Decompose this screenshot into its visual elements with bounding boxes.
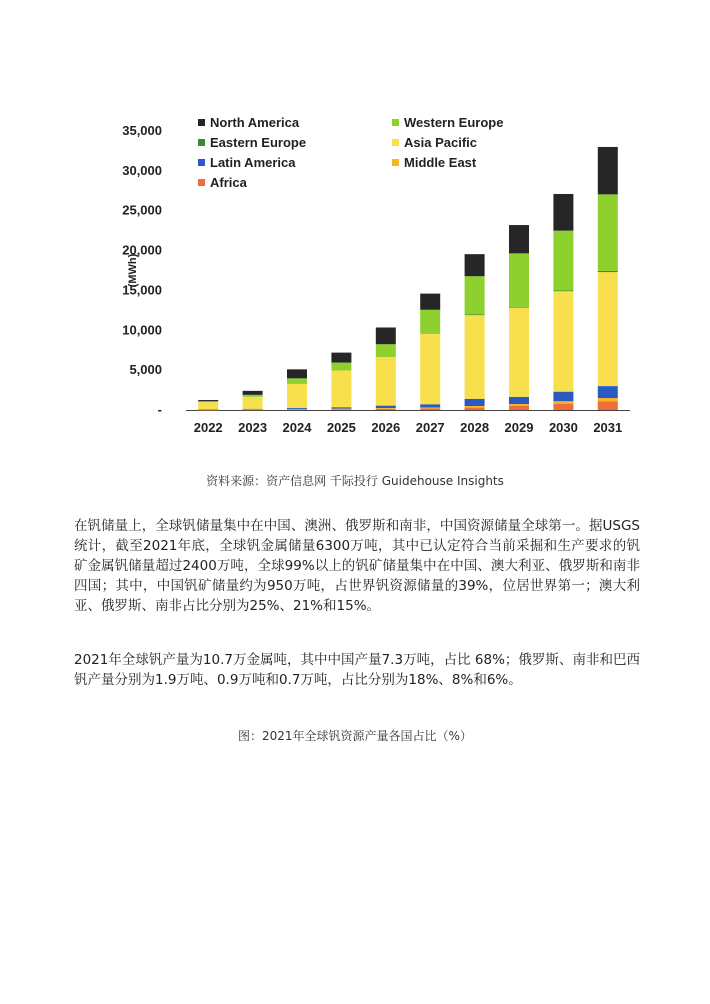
bar-segment	[376, 409, 396, 410]
bar-segment	[376, 344, 396, 357]
y-tick-label: 20,000	[122, 242, 162, 258]
bar-segment	[243, 395, 263, 397]
bar-segment	[420, 294, 440, 310]
legend-swatch	[198, 139, 205, 146]
x-axis-ticks	[194, 420, 623, 435]
bar-segment	[420, 333, 440, 404]
bar-segment	[287, 384, 307, 408]
x-tick-label: 2027	[415, 420, 445, 435]
legend-entry: Latin America	[210, 155, 296, 170]
bar-segment	[553, 290, 573, 291]
bar-segment	[287, 369, 307, 378]
y-tick-label: -	[157, 402, 162, 417]
bar-segment	[331, 371, 351, 408]
bar-segment	[243, 409, 263, 410]
legend-swatch	[198, 179, 205, 186]
bar-segment	[553, 231, 573, 291]
y-tick-label: 10,000	[122, 322, 162, 338]
bar-segment	[243, 391, 263, 395]
bar-segment	[376, 408, 396, 409]
bar-segment	[376, 327, 396, 344]
legend-swatch	[392, 119, 399, 126]
bar-segment	[331, 353, 351, 363]
bar-segment	[598, 272, 618, 386]
bar-segment	[509, 253, 529, 306]
bar-segment	[331, 407, 351, 408]
bar-segment	[509, 404, 529, 406]
bar-segment	[287, 409, 307, 410]
legend-swatch	[392, 139, 399, 146]
y-tick-label: 15,000	[122, 282, 162, 298]
paragraph-reserves: 在钒储量上，全球钒储量集中在中国、澳洲、俄罗斯和南非，中国资源储量全球第一。据USGS统计，截至2021年底，全球钒金属储量6300万吨，其中已认定符合当前采掘和生产要求的钒矿金属钒储量超过2400万吨，全球99%以上的钒矿储量集中在中国、澳大利亚、俄罗斯和南非四国；其中，中国钒矿储量约为950万吨，占世界钒资源储量的39%，位居世界第一；澳大利亚、俄罗斯、南非占比分别为25%、21%和15%。	[74, 518, 640, 614]
bar-segment	[465, 408, 485, 410]
y-tick-label: 5,000	[129, 362, 162, 378]
bar-segment	[553, 401, 573, 403]
stacked-bar-chart	[120, 106, 640, 446]
y-tick-label: 30,000	[122, 162, 162, 178]
bar-segment	[509, 406, 529, 410]
bar-segment	[598, 401, 618, 410]
y-tick-label: 35,000	[122, 123, 162, 138]
bars	[198, 147, 618, 410]
bar-segment	[509, 225, 529, 253]
bar-segment	[553, 291, 573, 391]
legend-entry: Asia Pacific	[404, 135, 477, 150]
paragraph-production: 2021年全球钒产量为10.7万金属吨，其中中国产量7.3万吨，占比 68%；俄罗斯、南非和巴西钒产量分别为1.9万吨、0.9万吨和0.7万吨，占比分别为18%、8%和6%。	[74, 652, 640, 688]
bar-segment	[198, 400, 218, 401]
x-tick-label: 2031	[593, 420, 623, 435]
x-tick-label: 2024	[282, 420, 312, 435]
bar-segment	[553, 404, 573, 410]
bar-segment	[465, 315, 485, 399]
legend-entry: Middle East	[404, 155, 477, 170]
x-tick-label: 2023	[238, 420, 268, 435]
bar-segment	[243, 409, 263, 410]
bar-segment	[331, 363, 351, 371]
x-tick-label: 2025	[326, 420, 356, 435]
bar-segment	[198, 402, 218, 409]
bar-segment	[509, 308, 529, 397]
y-tick-label: 25,000	[122, 202, 162, 218]
bar-segment	[465, 276, 485, 314]
bar-segment	[420, 310, 440, 333]
bar-segment	[198, 401, 218, 402]
bar-segment	[331, 409, 351, 410]
y-axis-title: (MWh)	[127, 253, 139, 288]
bar-segment	[465, 315, 485, 316]
bar-segment	[465, 406, 485, 408]
x-tick-label: 2028	[460, 420, 490, 435]
bar-segment	[598, 271, 618, 272]
bar-segment	[287, 408, 307, 409]
bar-segment	[287, 409, 307, 410]
bar-segment	[420, 407, 440, 408]
chart-source-caption: 资料来源：资产信息网 千际投行 Guidehouse Insights	[206, 474, 504, 488]
bar-segment	[376, 357, 396, 406]
bar-segment	[198, 409, 218, 410]
bar-segment	[509, 397, 529, 404]
bar-segment	[553, 392, 573, 402]
legend-swatch	[198, 159, 205, 166]
bar-segment	[331, 409, 351, 410]
x-tick-label: 2026	[371, 420, 401, 435]
bar-segment	[420, 408, 440, 410]
bar-segment	[598, 398, 618, 401]
bar-segment	[287, 378, 307, 384]
bar-segment	[376, 406, 396, 408]
bar-segment	[509, 307, 529, 308]
figure-caption: 图：2021年全球钒资源产量各国占比（%）	[238, 729, 472, 743]
legend-entry: Eastern Europe	[210, 135, 307, 150]
legend-entry: Western Europe	[404, 115, 504, 130]
bar-segment	[465, 254, 485, 276]
bar-segment	[553, 194, 573, 231]
bar-segment	[420, 404, 440, 407]
x-tick-label: 2022	[193, 420, 223, 435]
bar-segment	[598, 386, 618, 398]
legend-entry: North America	[210, 115, 300, 130]
bar-segment	[598, 147, 618, 194]
bar-segment	[420, 333, 440, 334]
bar-segment	[598, 194, 618, 271]
bar-segment	[243, 397, 263, 409]
bar-segment	[465, 399, 485, 406]
x-tick-label: 2030	[548, 420, 578, 435]
x-tick-label: 2029	[504, 420, 534, 435]
legend-swatch	[198, 119, 205, 126]
legend-entry: Africa	[210, 175, 247, 190]
legend-swatch	[392, 159, 399, 166]
legend	[198, 115, 503, 190]
